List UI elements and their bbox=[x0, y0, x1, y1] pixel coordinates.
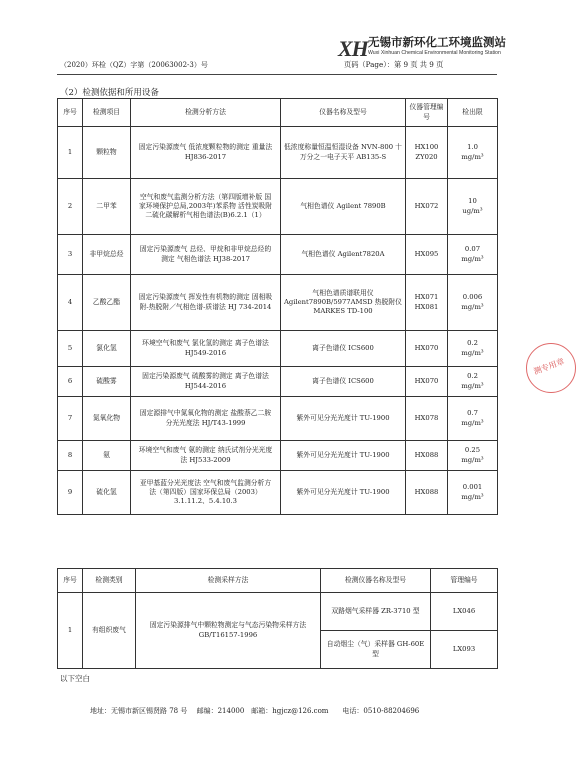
header-no: 序号 bbox=[58, 569, 83, 593]
row-category: 有组织废气 bbox=[83, 593, 136, 669]
row-method: 固定污染源废气 总烃、甲烷和非甲烷总烃的测定 气相色谱法 HJ38-2017 bbox=[131, 235, 281, 275]
row-instrument: 离子色谱仪 ICS600 bbox=[281, 331, 406, 367]
limit-unit: mg/m³ bbox=[461, 455, 484, 464]
row-method: 环境空气和废气 氯化氢的测定 离子色谱法 HJ549-2016 bbox=[131, 331, 281, 367]
header-no: 序号 bbox=[58, 99, 83, 127]
table-row bbox=[58, 331, 498, 367]
row-code-1: LX046 bbox=[431, 593, 498, 631]
header-code: 仪器管理编号 bbox=[406, 99, 448, 127]
row-limit bbox=[448, 441, 498, 471]
row-instrument: 低浓度称量恒温恒湿设备 NVN-800 十万分之一电子天平 AB135-S bbox=[281, 127, 406, 179]
table-row bbox=[58, 235, 498, 275]
detection-basis-table bbox=[57, 98, 498, 515]
header-sampling-method: 检测采样方法 bbox=[136, 569, 321, 593]
sampling-method-table bbox=[57, 568, 498, 669]
row-item: 非甲烷总烃 bbox=[83, 235, 131, 275]
table-row bbox=[58, 127, 498, 179]
row-instrument: 紫外可见分光光度计 TU-1900 bbox=[281, 397, 406, 441]
row-no: 1 bbox=[58, 593, 83, 669]
limit-value: 0.001 bbox=[462, 483, 483, 492]
header-instrument: 检测仪器名称及型号 bbox=[321, 569, 431, 593]
table-row bbox=[58, 471, 498, 515]
row-method: 固定污染源废气 挥发性有机物的测定 固相吸附-热脱附／气相色谱-质谱法 HJ 734-2014 bbox=[131, 275, 281, 331]
row-limit bbox=[448, 397, 498, 441]
limit-value: 0.2 bbox=[467, 339, 478, 348]
row-item: 氮氧化物 bbox=[83, 397, 131, 441]
row-item: 颗粒物 bbox=[83, 127, 131, 179]
limit-unit: mg/m³ bbox=[461, 152, 484, 161]
official-seal bbox=[526, 343, 576, 393]
limit-value: 0.07 bbox=[464, 245, 481, 254]
header-category: 检测类别 bbox=[83, 569, 136, 593]
row-code-2: LX093 bbox=[431, 631, 498, 669]
row-method: 环境空气和废气 氨的测定 纳氏试剂分光光度法 HJ533-2009 bbox=[131, 441, 281, 471]
limit-unit: mg/m³ bbox=[461, 302, 484, 311]
row-instrument: 离子色谱仪 ICS600 bbox=[281, 367, 406, 397]
header-item: 检测项目 bbox=[83, 99, 131, 127]
company-name-en: Wuxi Xinhuan Chemical Environmental Monitoring Station bbox=[368, 50, 501, 56]
table-row bbox=[58, 397, 498, 441]
row-no: 7 bbox=[58, 397, 83, 441]
row-instrument: 紫外可见分光光度计 TU-1900 bbox=[281, 441, 406, 471]
row-code: HX071 HX081 bbox=[406, 275, 448, 331]
limit-unit: mg/m³ bbox=[461, 492, 484, 501]
header-code: 管理编号 bbox=[431, 569, 498, 593]
company-name-cn: 无锡市新环化工环境监测站 bbox=[368, 35, 506, 49]
limit-unit: ug/m³ bbox=[462, 206, 483, 215]
row-no: 5 bbox=[58, 331, 83, 367]
row-limit bbox=[448, 275, 498, 331]
row-item: 二甲苯 bbox=[83, 179, 131, 235]
row-no: 9 bbox=[58, 471, 83, 515]
row-instrument: 气相色谱质谱联用仪 Agilent7890B/5977AMSD 热脱附仪 MARKES TD-100 bbox=[281, 275, 406, 331]
row-method: 固定源排气中氮氧化物的测定 盐酸萘乙二胺分光光度法 HJ/T43-1999 bbox=[131, 397, 281, 441]
header-limit: 检出限 bbox=[448, 99, 498, 127]
row-code: HX095 bbox=[406, 235, 448, 275]
row-instrument-2: 自动烟尘（气）采样器 GH-60E 型 bbox=[321, 631, 431, 669]
table-row bbox=[58, 441, 498, 471]
limit-value: 1.0 bbox=[467, 143, 478, 152]
row-item: 硫酸雾 bbox=[83, 367, 131, 397]
table-row bbox=[58, 275, 498, 331]
row-instrument: 气相色谱仪 Agilent7820A bbox=[281, 235, 406, 275]
section-title: （2）检测依据和所用设备 bbox=[60, 88, 159, 98]
row-instrument-1: 双路烟气采样器 ZR-3710 型 bbox=[321, 593, 431, 631]
row-no: 4 bbox=[58, 275, 83, 331]
row-method: 固定污染源废气 低浓度颗粒物的测定 重量法 HJ836-2017 bbox=[131, 127, 281, 179]
row-no: 6 bbox=[58, 367, 83, 397]
row-code: HX100 ZY020 bbox=[406, 127, 448, 179]
row-limit bbox=[448, 179, 498, 235]
row-no: 8 bbox=[58, 441, 83, 471]
limit-unit: mg/m³ bbox=[461, 418, 484, 427]
header-method: 检测分析方法 bbox=[131, 99, 281, 127]
limit-value: 0.7 bbox=[467, 409, 478, 418]
page-info: 页码（Page）：第 9 页 共 9 页 bbox=[344, 60, 444, 69]
limit-unit: mg/m³ bbox=[461, 381, 484, 390]
row-limit bbox=[448, 235, 498, 275]
limit-unit: mg/m³ bbox=[461, 254, 484, 263]
row-item: 氨 bbox=[83, 441, 131, 471]
logo-mark: XH bbox=[338, 36, 368, 61]
row-limit bbox=[448, 367, 498, 397]
row-no: 2 bbox=[58, 179, 83, 235]
row-method: 固定污染源废气 硫酸雾的测定 离子色谱法 HJ544-2016 bbox=[131, 367, 281, 397]
row-item: 硫化氢 bbox=[83, 471, 131, 515]
header-divider bbox=[57, 74, 497, 75]
table-header-row bbox=[58, 99, 498, 127]
row-code: HX088 bbox=[406, 471, 448, 515]
table-header-row bbox=[58, 569, 498, 593]
row-instrument: 气相色谱仪 Agilent 7890B bbox=[281, 179, 406, 235]
limit-value: 0.2 bbox=[467, 372, 478, 381]
row-no: 1 bbox=[58, 127, 83, 179]
row-item: 氯化氢 bbox=[83, 331, 131, 367]
row-limit bbox=[448, 471, 498, 515]
row-code: HX070 bbox=[406, 331, 448, 367]
row-instrument: 紫外可见分光光度计 TU-1900 bbox=[281, 471, 406, 515]
row-limit bbox=[448, 331, 498, 367]
row-no: 3 bbox=[58, 235, 83, 275]
row-code: HX072 bbox=[406, 179, 448, 235]
row-method: 空气和废气监测分析方法（第四版增补版 国家环境保护总局,2003年)苯系物 活性炭吸附二硫化碳解析气相色谱法(B)6.2.1（1） bbox=[131, 179, 281, 235]
row-item: 乙酸乙酯 bbox=[83, 275, 131, 331]
report-number: （2020）环检（QZ）字第（20063002-3）号 bbox=[60, 61, 208, 69]
row-code: HX078 bbox=[406, 397, 448, 441]
row-sampling-method: 固定污染源排气中颗粒物测定与气态污染物采样方法 GB/T16157-1996 bbox=[136, 593, 321, 669]
row-code: HX070 bbox=[406, 367, 448, 397]
table-row bbox=[58, 179, 498, 235]
limit-value: 0.006 bbox=[462, 293, 483, 302]
table-row bbox=[58, 367, 498, 397]
footer-contact: 地址：无锡市新区锡贤路 78 号 邮编：214000 邮箱：hgjcz@126.com 电话：0510-88204696 bbox=[90, 707, 420, 715]
row-limit bbox=[448, 127, 498, 179]
limit-value: 0.25 bbox=[464, 446, 481, 455]
limit-value: 10 bbox=[468, 197, 477, 206]
blank-note: 以下空白 bbox=[60, 674, 90, 683]
limit-unit: mg/m³ bbox=[461, 348, 484, 357]
row-code: HX088 bbox=[406, 441, 448, 471]
table-row bbox=[58, 593, 498, 631]
row-method: 亚甲基蓝分光光度法 空气和废气监测分析方法（第四版）国家环保总局（2003）3.1.11.2、5.4.10.3 bbox=[131, 471, 281, 515]
header-instrument: 仪器名称及型号 bbox=[281, 99, 406, 127]
seal-text: 测专用章 bbox=[532, 356, 566, 377]
